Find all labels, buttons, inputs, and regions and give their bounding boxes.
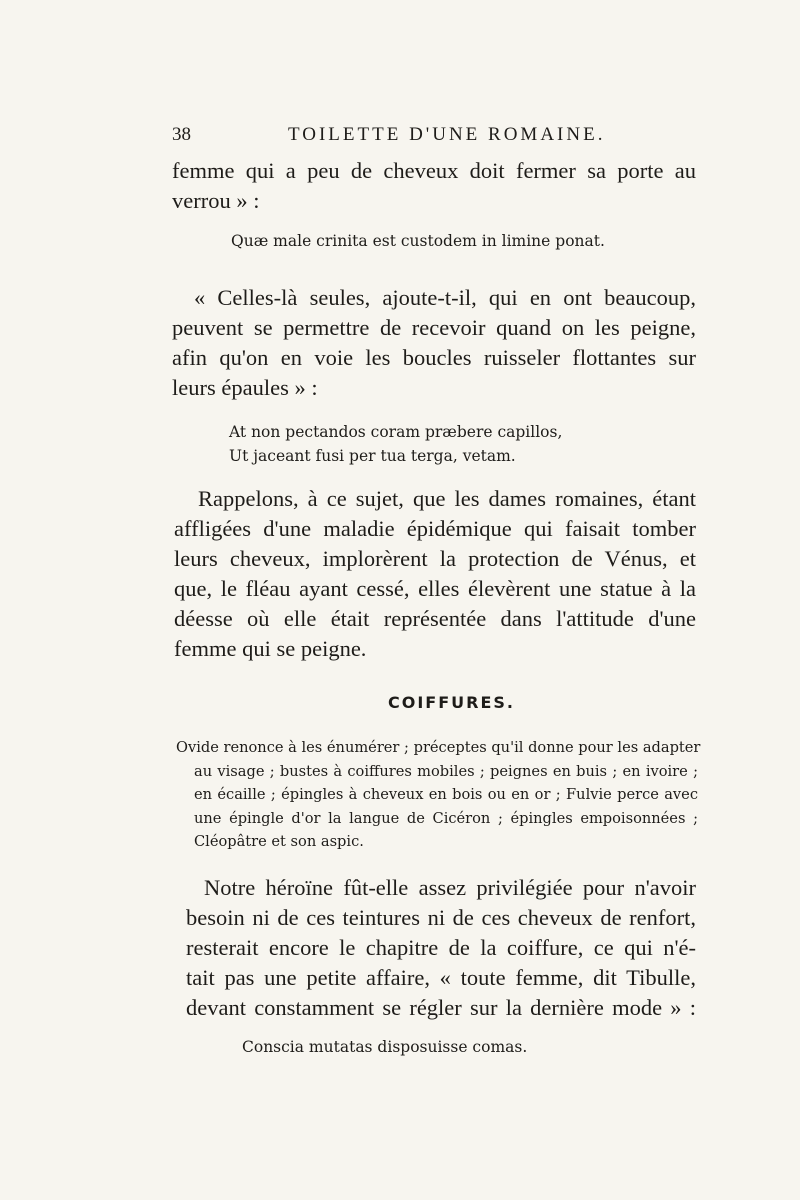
text-line: besoin ni de ces teintures ni de ces cheveux de renfort, — [186, 905, 696, 930]
summary-line: une épingle d'or la langue de Cicéron ; épingles empoisonnées ; — [194, 809, 698, 827]
text-line: leurs épaules » : — [172, 375, 318, 400]
summary-line: Cléopâtre et son aspic. — [194, 833, 364, 850]
text-line: déesse où elle était représentée dans l'attitude d'une — [174, 606, 696, 631]
running-title: TOILETTE D'UNE ROMAINE. — [288, 124, 606, 145]
verse-line: At non pectandos coram præbere capillos, — [229, 423, 563, 441]
text-line: affligées d'une maladie épidémique qui faisait tomber — [174, 516, 696, 541]
text-line: femme qui se peigne. — [174, 636, 367, 661]
paragraph-1 — [172, 156, 696, 216]
section-title: COIFFURES. — [388, 693, 515, 712]
text-line: afin qu'on en voie les boucles ruisseler flottantes sur — [172, 345, 696, 370]
paragraph-4 — [186, 873, 696, 1023]
latin-quote-1 — [231, 229, 605, 253]
text-line: verrou » : — [172, 188, 260, 213]
text-line: Rappelons, à ce sujet, que les dames romaines, étant — [198, 486, 696, 511]
text-line: devant constamment se régler sur la dernière mode » : — [186, 995, 696, 1020]
text-line: resterait encore le chapitre de la coiffure, ce qui n'é- — [186, 935, 696, 960]
paragraph-3 — [174, 484, 696, 664]
verse-line: Quæ male crinita est custodem in limine ponat. — [231, 232, 605, 250]
chapter-summary — [176, 736, 701, 854]
summary-line: Ovide renonce à les énumérer ; préceptes qu'il donne pour les adapter — [176, 739, 701, 756]
page-header — [172, 124, 692, 152]
latin-quote-3 — [242, 1035, 527, 1059]
page-number: 38 — [172, 124, 191, 145]
verse-line: Ut jaceant fusi per tua terga, vetam. — [229, 447, 516, 465]
paragraph-2 — [172, 283, 696, 403]
text-line: que, le fléau ayant cessé, elles élevèrent une statue à la — [174, 576, 696, 601]
text-line: leurs cheveux, implorèrent la protection de Vénus, et — [174, 546, 696, 571]
summary-line: en écaille ; épingles à cheveux en bois ou en or ; Fulvie perce avec — [194, 786, 698, 803]
latin-quote-2 — [229, 420, 562, 468]
text-line: « Celles-là seules, ajoute-t-il, qui en ont beaucoup, — [194, 285, 696, 310]
text-line: Notre héroïne fût-elle assez privilégiée pour n'avoir — [204, 875, 696, 900]
verse-line: Conscia mutatas disposuisse comas. — [242, 1038, 528, 1056]
text-line: tait pas une petite affaire, « toute femme, dit Tibulle, — [186, 965, 696, 990]
text-line: peuvent se permettre de recevoir quand on les peigne, — [172, 315, 696, 340]
text-line: femme qui a peu de cheveux doit fermer sa porte au — [172, 158, 696, 183]
summary-line: au visage ; bustes à coiffures mobiles ; peignes en buis ; en ivoire ; — [194, 762, 698, 780]
